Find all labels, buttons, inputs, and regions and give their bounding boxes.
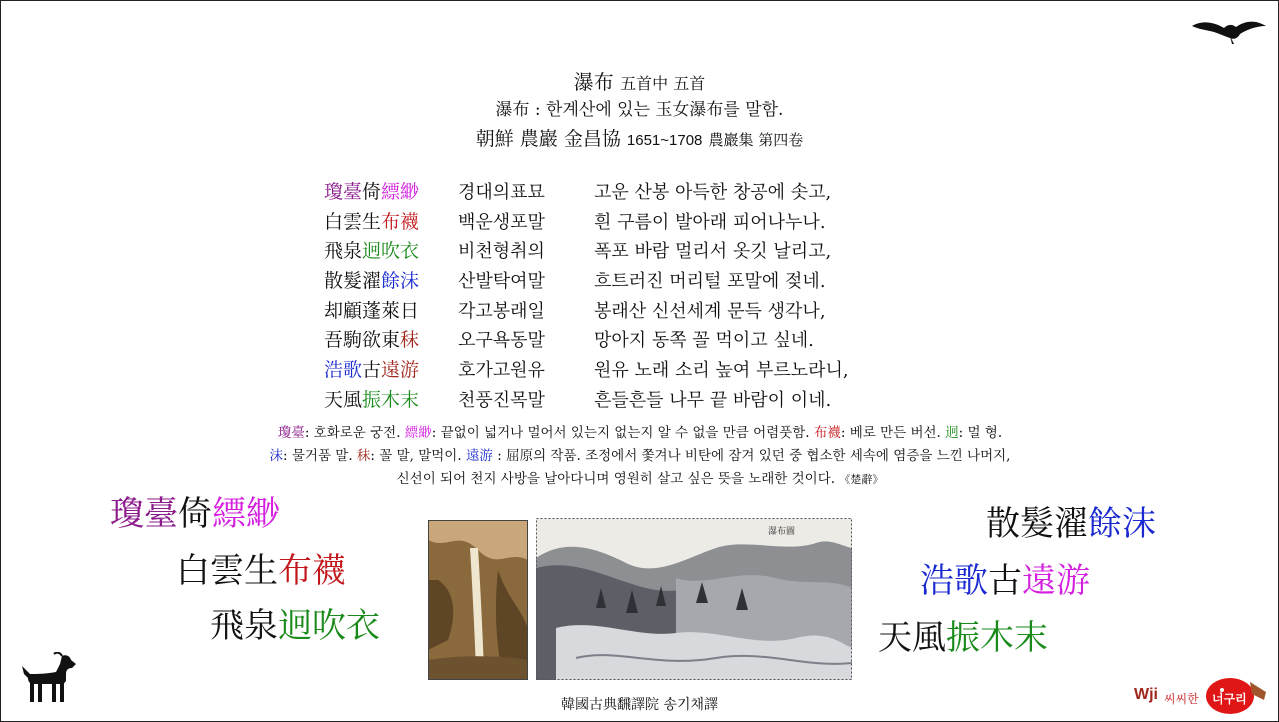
poem-translation: 원유 노래 소리 높여 부르노라니, <box>594 360 849 382</box>
note-line <box>60 445 1220 468</box>
notes-block <box>60 422 1220 491</box>
poem-hanja-seg: 散髮濯 <box>324 270 382 293</box>
waterfall-painting <box>428 520 528 680</box>
poem-line <box>324 386 849 416</box>
note-seg: 縹緲 <box>404 425 432 441</box>
big-verse-left-1 <box>110 486 280 535</box>
big-verse-seg: 振木末 <box>946 618 1048 658</box>
poem-hanja <box>324 208 458 238</box>
poem-hanja-seg: 浩歌 <box>324 359 363 382</box>
title-main: 瀑布 <box>573 70 614 94</box>
big-verse-seg: 浩歌 <box>920 561 988 601</box>
landscape-painting <box>536 518 852 680</box>
poem-line <box>324 326 849 356</box>
poem-reading: 경대의표묘 <box>458 182 545 203</box>
poem-translation: 망아지 동쪽 꼴 먹이고 싶네. <box>594 330 814 352</box>
title-sub: 五首中 五首 <box>620 74 706 93</box>
big-verse-seg: 迥吹衣 <box>278 606 380 646</box>
note-seg: : 屈原의 작품. 조정에서 쫓겨나 비탄에 잠겨 있던 중 협소한 세속에 염증을 느낀 나머지, <box>492 448 1011 464</box>
poem-reading: 천풍진목말 <box>458 389 545 411</box>
poem-reading: 산발탁여말 <box>458 271 545 293</box>
big-verse-seg: 餘沫 <box>1088 504 1156 544</box>
note-seg: : 멀 형. <box>958 425 1003 441</box>
big-verse-seg: 飛泉 <box>210 606 278 646</box>
svg-text:瀑布圖: 瀑布圖 <box>768 527 796 537</box>
big-verse-seg: 天風 <box>878 618 946 658</box>
note-seg: 秣 <box>356 448 371 464</box>
big-verse-left-2 <box>176 543 346 592</box>
author-source: 農巖集 第四卷 <box>708 131 804 149</box>
poem-reading: 오구욕동말 <box>458 330 545 352</box>
note-seg: 瓊臺 <box>277 425 305 441</box>
poem-translation: 흐트러진 머리털 포말에 젖네. <box>594 271 826 293</box>
bird-icon <box>1190 14 1268 46</box>
logo-wji: Wji <box>1134 686 1158 703</box>
big-verse-right-1 <box>986 496 1156 545</box>
big-verse-right-2 <box>920 553 1090 602</box>
big-verse-seg: 縹緲 <box>212 494 280 534</box>
poem-hanja <box>324 326 458 356</box>
poem-hanja <box>324 178 458 208</box>
note-seg: 신선이 되어 천지 사방을 날아다니며 영원히 살고 싶은 뜻을 노래한 것이다. <box>396 471 840 487</box>
big-verse-seg: 散髮濯 <box>986 504 1088 544</box>
poem-line <box>324 356 849 386</box>
poem-line <box>324 208 849 238</box>
poem-translation: 흰 구름이 발아래 피어나누나. <box>594 211 826 233</box>
poem-block <box>324 178 849 416</box>
note-seg: : 물거품 말. <box>283 448 357 464</box>
poem-hanja <box>324 267 458 297</box>
poem-line <box>324 178 849 208</box>
poem-hanja <box>324 237 458 267</box>
note-seg: 沫 <box>269 448 284 464</box>
poem-line <box>324 237 849 267</box>
poem-line <box>324 267 849 297</box>
poem-reading: 비천형취의 <box>458 241 545 263</box>
poem-line <box>324 297 849 327</box>
poem-translation: 봉래산 신선세계 문득 생각나, <box>594 300 826 322</box>
poem-hanja-seg: 遠游 <box>381 359 420 382</box>
poem-reading: 각고봉래일 <box>458 300 545 322</box>
poem-hanja-seg: 吾駒欲東 <box>324 329 401 352</box>
big-verse-seg: 布襪 <box>278 551 346 591</box>
note-seg: 《楚辭》 <box>839 473 884 486</box>
note-seg: : 꼴 말, 말먹이. <box>370 448 466 464</box>
logo-handwriting: 씨씨한 <box>1164 692 1199 706</box>
poem-hanja <box>324 386 458 416</box>
subtitle: 瀑布 : 한계산에 있는 玉女瀑布를 말함. <box>495 100 784 120</box>
note-line <box>60 422 1220 445</box>
poem-reading: 백운생포말 <box>458 211 545 233</box>
poem-hanja-seg: 古 <box>362 359 382 382</box>
note-seg: 遠游 <box>465 448 493 464</box>
big-verse-right-3 <box>878 610 1048 659</box>
poem-hanja-seg: 餘沫 <box>381 270 420 293</box>
poem-reading: 호가고원유 <box>458 360 545 382</box>
note-seg: 布襪 <box>813 425 841 441</box>
note-seg: : 끝없이 넓거나 멀어서 있는지 없는지 알 수 없을 만큼 어렴풋함. <box>431 425 814 441</box>
caption: 韓國古典飜譯院 송기채譯 <box>560 697 719 713</box>
poem-hanja-seg: 倚 <box>362 181 382 203</box>
author-line <box>0 124 1279 151</box>
poem-hanja-seg: 瓊臺 <box>324 181 363 203</box>
poem-hanja <box>324 356 458 386</box>
author-name: 朝鮮 農巖 金昌協 <box>475 128 621 150</box>
poem-translation: 고운 산봉 아득한 창공에 솟고, <box>594 182 832 203</box>
big-verse-seg: 倚 <box>178 494 212 534</box>
note-seg: 迥 <box>945 425 959 441</box>
note-seg: : 베로 만든 버선. <box>840 425 946 441</box>
poem-translation: 흔들흔들 나무 끝 바람이 이네. <box>594 389 832 411</box>
poem-hanja-seg: 縹緲 <box>381 181 420 203</box>
poem-hanja-seg: 白雲生 <box>324 210 382 233</box>
poem-hanja-seg: 布襪 <box>381 210 420 233</box>
big-verse-seg: 白雲生 <box>176 551 278 591</box>
big-verse-seg: 古 <box>988 561 1022 601</box>
poem-translation: 폭포 바람 멀리서 옷깃 날리고, <box>594 241 832 263</box>
page-title <box>0 66 1279 95</box>
poem-hanja-seg: 飛泉 <box>324 240 363 263</box>
poem-hanja-seg: 振木末 <box>362 388 420 411</box>
note-seg: : 호화로운 궁전. <box>304 425 405 441</box>
logo-badge: 너구리 <box>1212 692 1247 706</box>
author-years: 1651~1708 <box>626 132 703 149</box>
poem-hanja-seg: 迥吹衣 <box>362 240 420 263</box>
poem-hanja-seg: 秣 <box>400 329 420 352</box>
poem-hanja-seg: 却顧蓬萊日 <box>324 299 420 322</box>
poem-hanja <box>324 297 458 327</box>
big-verse-left-3 <box>210 598 380 647</box>
big-verse-seg: 瓊臺 <box>110 494 178 534</box>
poem-hanja-seg: 天風 <box>324 388 363 411</box>
big-verse-seg: 遠游 <box>1022 561 1090 601</box>
